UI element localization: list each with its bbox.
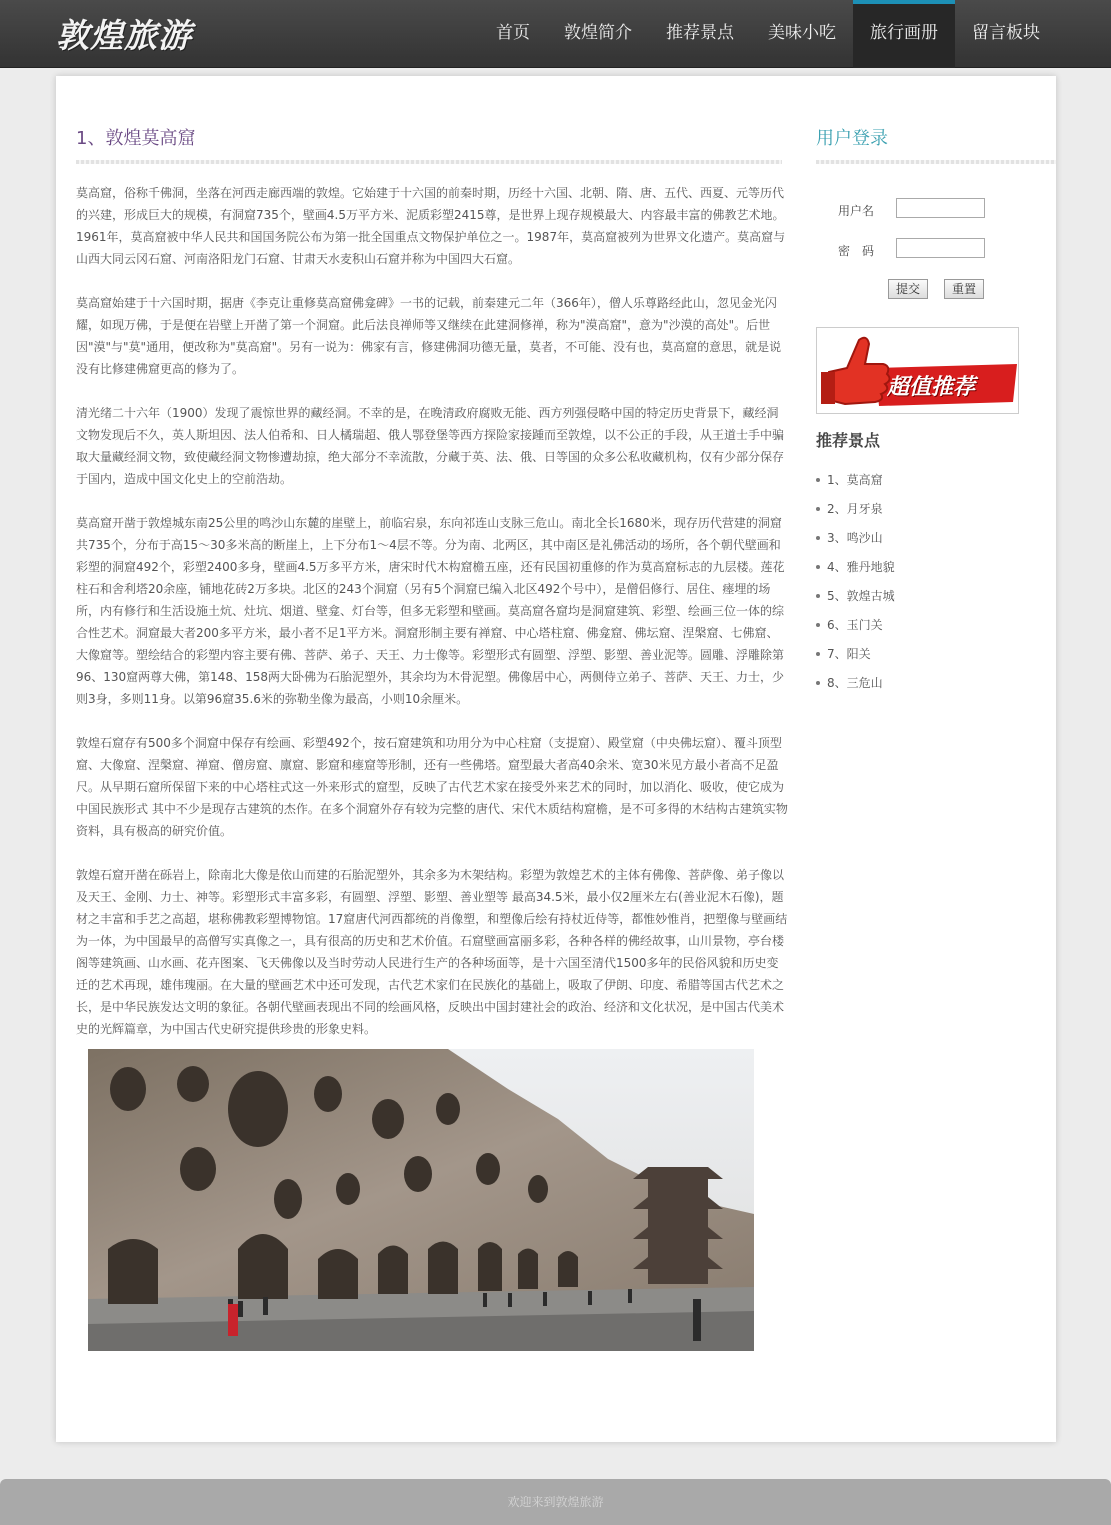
article-paragraph: 莫高窟，俗称千佛洞，坐落在河西走廊西端的敦煌。它始建于十六国的前秦时期，历经十六国、北朝、隋、唐、五代、西夏、元等历代的兴建，形成巨大的规模，有洞窟735个，壁画4.5万平方米、泥质彩塑2415尊，是世界上现存规模最大、内容最丰富的佛教艺术地。1961年，莫高窟被中华人民共和国国务院公布为第一批全国重点文物保护单位之一。1987年，莫高窟被列为世界文化遗产。莫高窟与山西大同云冈石窟、河南洛阳龙门石窟、甘肃天水麦积山石窟并称为中国四大石窟。: [76, 186, 786, 266]
password-label: 密 码: [838, 244, 875, 258]
recommended-item[interactable]: 2、月牙泉: [816, 498, 895, 527]
submit-button[interactable]: 提交: [888, 279, 928, 299]
recommended-item[interactable]: 4、雅丹地貌: [816, 556, 895, 585]
article-paragraph: 敦煌石窟存有500多个洞窟中保存有绘画、彩塑492个，按石窟建筑和功用分为中心柱窟（支提窟）、殿堂窟（中央佛坛窟）、覆斗顶型窟、大像窟、涅槃窟、禅窟、僧房窟、廪窟、影窟和瘗窟等形制，还有一些佛塔。窟型最大者高40余米、宽30米见方最小者高不足盈尺。从早期石窟所保留下来的中心塔柱式这一外来形式的窟型，反映了古代艺术家在接受外来艺术的同时，加以消化、吸收，使它成为中国民族形式 其中不少是现存古建筑的杰作。在多个洞窟外存有较为完整的唐代、宋代木质结构窟檐，是不可多得的木结构古建筑实物资料，具有极高的研究价值。: [76, 736, 788, 838]
recommended-item[interactable]: 8、三危山: [816, 672, 895, 701]
recommended-title: 推荐景点: [816, 431, 881, 450]
recommended-list: [816, 469, 895, 701]
article: [76, 124, 788, 1062]
article-paragraph: 清光绪二十六年（1900）发现了震惊世界的藏经洞。不幸的是，在晚清政府腐败无能、西方列强侵略中国的特定历史背景下，藏经洞文物发现后不久，英人斯坦因、法人伯希和、日人橘瑞超、俄人鄂登堡等西方探险家接踵而至敦煌，以不公正的手段，从王道士手中骗取大量藏经洞文物，致使藏经洞文物惨遭劫掠，绝大部分不幸流散，分藏于英、法、俄、日等国的众多公私收藏机构，仅有少部分保存于国内，造成中国文化史上的空前浩劫。: [76, 406, 785, 486]
footer: [0, 1479, 1111, 1525]
recommended-item[interactable]: 6、玉门关: [816, 614, 895, 643]
recommended-item[interactable]: 1、莫高窟: [816, 469, 895, 498]
article-paragraph: 莫高窟始建于十六国时期，据唐《李克让重修莫高窟佛龛碑》一书的记载，前秦建元二年（366年），僧人乐尊路经此山，忽见金光闪耀，如现万佛，于是便在岩壁上开凿了第一个洞窟。此后法良禅师等又继续在此建洞修禅，称为"漠高窟"，意为"沙漠的高处"。后世因"漠"与"莫"通用，便改称为"莫高窟"。另有一说为：佛家有言，修建佛洞功德无量，莫者，不可能、没有也，莫高窟的意思，就是说没有比修建佛窟更高的修为了。: [76, 296, 782, 376]
promo-banner[interactable]: [816, 327, 1019, 414]
grotto-photo: [88, 1049, 754, 1351]
password-input[interactable]: [896, 238, 985, 258]
article-paragraph: 敦煌石窟开凿在砾岩上，除南北大像是依山而建的石胎泥塑外，其余多为木架结构。彩塑为敦煌艺术的主体有佛像、菩萨像、弟子像以及天王、金刚、力士、神等。彩塑形式丰富多彩，有圆塑、浮塑、影塑、善业塑等 最高34.5米，最小仅2厘米左右(善业泥木石像)，题材之丰富和手艺之高超，堪称佛教彩塑博物馆。17窟唐代河西都统的肖像塑，和塑像后绘有持杖近侍等，都惟妙惟肖，把塑像与壁画结为一体，为中国最早的高僧写实真像之一，具有很高的历史和艺术价值。石窟壁画富丽多彩，各种各样的佛经故事，山川景物，亭台楼阁等建筑画、山水画、花卉图案、飞天佛像以及当时劳动人民进行生产的各种场面等，是十六国至清代1500多年的民俗风貌和历史变迁的艺术再现，雄伟瑰丽。在大量的壁画艺术中还可发现，古代艺术家们在民族化的基础上，吸取了伊朗、印度、希腊等国古代艺术之长，是中华民族发达文明的象征。各朝代壁画表现出不同的绘画风格，反映出中国封建社会的政治、经济和文化状况，是中国古代美术史的光辉篇章，为中国古代史研究提供珍贵的形象史料。: [76, 868, 788, 1036]
article-paragraph: 莫高窟开凿于敦煌城东南25公里的鸣沙山东麓的崖壁上，前临宕泉，东向祁连山支脉三危山。南北全长1680米，现存历代营建的洞窟共735个，分布于高15～30多米高的断崖上，上下分布1～4层不等。分为南、北两区，其中南区是礼佛活动的场所，各个朝代壁画和彩塑的洞窟492个，彩塑2400多身，壁画4.5万多平方米，唐宋时代木构窟檐五座，还有民国初重修的作为莫高窟标志的九层楼。莲花柱石和舍利塔20余座，铺地花砖2万多块。北区的243个洞窟（另有5个洞窟已编入北区492个号中），是僧侣修行、居住、瘗埋的场所，内有修行和生活设施土炕、灶坑、烟道、壁龛、灯台等，但多无彩塑和壁画。莫高窟各窟均是洞窟建筑、彩塑、绘画三位一体的综合性艺术。洞窟最大者200多平方米，最小者不足1平方米。洞窟形制主要有禅窟、中心塔柱窟、佛龛窟、佛坛窟、涅槃窟、七佛窟、大像窟等。塑绘结合的彩塑内容主要有佛、菩萨、弟子、天王、力士像等。彩塑形式有圆塑、浮塑、影塑、善业泥等。圆雕、浮雕除第96、130窟两尊大佛，第148、158两大卧佛为石胎泥塑外，其余均为木骨泥塑。佛像居中心，两侧侍立弟子、菩萨、天王、力士，少则3身，多则11身。以第96窟35.6米的弥勒坐像为最高，小则10余厘米。: [76, 516, 785, 706]
nav-recommended-sights[interactable]: 推荐景点: [666, 23, 734, 43]
nav-local-food[interactable]: 美味小吃: [768, 23, 836, 43]
promo-label: 超值推荐: [887, 375, 976, 400]
content-panel: [56, 76, 1056, 1442]
login-title: 用户登录: [816, 128, 888, 149]
nav-dunhuang-intro[interactable]: 敦煌简介: [564, 23, 632, 43]
reset-button[interactable]: 重置: [944, 279, 984, 299]
top-navbar: [0, 0, 1111, 68]
username-row: [838, 202, 874, 219]
article-title: 1、敦煌莫高窟: [76, 128, 196, 149]
recommended-item[interactable]: 7、阳关: [816, 643, 895, 672]
grotto-photo-illustration: [88, 1049, 754, 1351]
title-divider: [76, 160, 782, 164]
nav-message-board[interactable]: 留言板块: [972, 23, 1040, 43]
recommended-item[interactable]: 3、鸣沙山: [816, 527, 895, 556]
main-nav: [479, 0, 1057, 68]
username-label: 用户名: [838, 204, 875, 218]
username-input[interactable]: [896, 198, 985, 218]
footer-text: 欢迎来到敦煌旅游: [507, 1495, 604, 1509]
site-logo[interactable]: 敦煌旅游: [56, 16, 192, 55]
password-row: [838, 242, 874, 259]
nav-travel-album[interactable]: 旅行画册: [853, 0, 955, 68]
sidebar: [816, 124, 1056, 690]
nav-home[interactable]: 首页: [496, 23, 530, 43]
login-title-divider: [816, 160, 1056, 164]
recommended-item[interactable]: 5、敦煌古城: [816, 585, 895, 614]
